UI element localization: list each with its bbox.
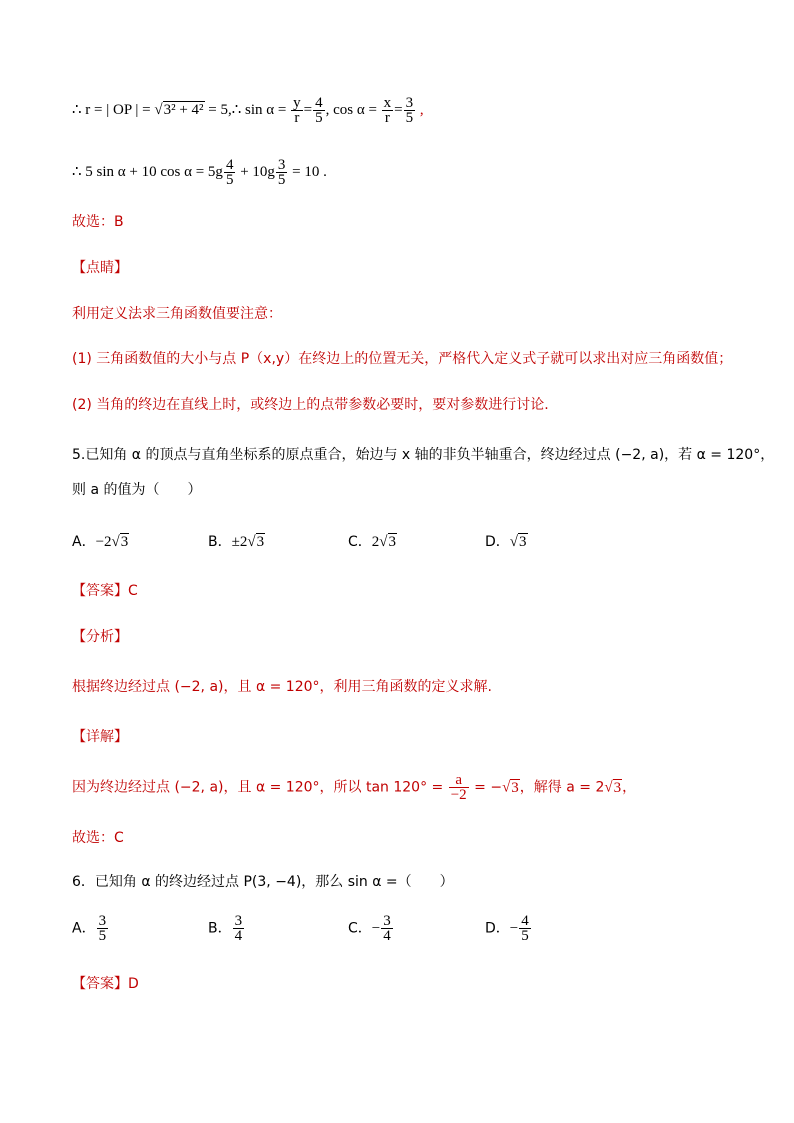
dianjing-heading: 【点睛】 — [72, 260, 128, 276]
q6-option-d[interactable]: D．− $\frac{4}{5}$ — [485, 913, 529, 944]
sqrt-expression: 3² + 4² — [163, 101, 204, 118]
calc-text: + 10g — [236, 163, 275, 180]
q5-stem-line-2: 则 a 的值为（ ） — [72, 482, 202, 498]
q5-option-b[interactable]: B．±2√3 — [208, 534, 265, 550]
fraction: $\frac{4}{5}$ — [225, 157, 234, 188]
fraction: $\frac{y}{r}$ — [293, 95, 301, 126]
q5-option-d[interactable]: D．√3 — [485, 534, 527, 550]
calc-text: , cos α = — [325, 101, 381, 118]
q6-option-b[interactable]: B． $\frac{3}{4}$ — [208, 913, 243, 944]
q6-stem: 6．已知角 α 的终边经过点 P(3, −4)，那么 sin α =（ ） — [72, 874, 454, 890]
q6-answer: 【答案】D — [72, 976, 139, 992]
q5-answer: 【答案】C — [72, 583, 138, 599]
calc-text: , — [416, 101, 424, 118]
fraction: $\frac{4}{5}$ — [315, 95, 323, 126]
fraction: $\frac{3}{5}$ — [98, 913, 107, 944]
fraction: $\frac{3}{5}$ — [405, 95, 414, 126]
q5-option-a[interactable]: A．−2√3 — [72, 534, 129, 550]
calc-text: = 10 . — [288, 163, 327, 180]
q5-analysis-heading: 【分析】 — [72, 629, 128, 645]
fraction: $\frac{3}{5}$ — [277, 157, 286, 188]
calc-line-2 — [72, 158, 327, 187]
q6-option-a[interactable]: A． $\frac{3}{5}$ — [72, 913, 107, 944]
calc-text: = 5,∴ sin α = — [204, 101, 291, 118]
calc-line-1: ∴ r = | OP | = √3² + 4² = 5,∴ sin α = $\frac{y}{r}$ = $\frac{4}{5}$ , cos α = $\frac{x}{r}$ = $\frac{3}{5}$ , — [72, 95, 424, 126]
q5-detail-heading: 【详解】 — [72, 729, 128, 745]
fraction: $\frac{a}{-2}$ — [450, 772, 467, 803]
q5-stem-line-1: 5.已知角 α 的顶点与直角坐标系的原点重合，始边与 x 轴的非负半轴重合，终边经过点 (−2, a)，若 α = 120°， — [72, 447, 775, 463]
dianjing-intro: 利用定义法求三角函数值要注意： — [72, 306, 282, 322]
calc-text: ∴ 5 sin α + 10 cos α = 5g — [72, 163, 223, 180]
note-1: (1) 三角函数值的大小与点 P（x,y）在终边上的位置无关，严格代入定义式子就可以求出对应三角函数值； — [72, 351, 733, 367]
q5-choice: 故选：C — [72, 830, 124, 846]
choice-q4: 故选：B — [72, 214, 124, 230]
note-2: (2) 当角的终边在直线上时，或终边上的点带参数必要时，要对参数进行讨论. — [72, 397, 549, 413]
fraction: $\frac{4}{5}$ — [521, 913, 529, 944]
q5-option-c[interactable]: C．2√3 — [348, 534, 397, 550]
q5-detail: 因为终边经过点 (−2, a)，且 α = 120°，所以 tan 120° = $\frac{a}{-2}$ = −√3，解得 a = 2√3， — [72, 772, 637, 803]
q6-option-c[interactable]: C．− $\frac{3}{4}$ — [348, 913, 391, 944]
fraction: $\frac{3}{4}$ — [383, 913, 391, 944]
fraction: $\frac{3}{4}$ — [234, 913, 243, 944]
q5-analysis: 根据终边经过点 (−2, a)，且 α = 120°，利用三角函数的定义求解. — [72, 679, 492, 695]
calc-text: ∴ r = | OP | = — [72, 101, 155, 118]
fraction: $\frac{x}{r}$ — [383, 95, 392, 126]
